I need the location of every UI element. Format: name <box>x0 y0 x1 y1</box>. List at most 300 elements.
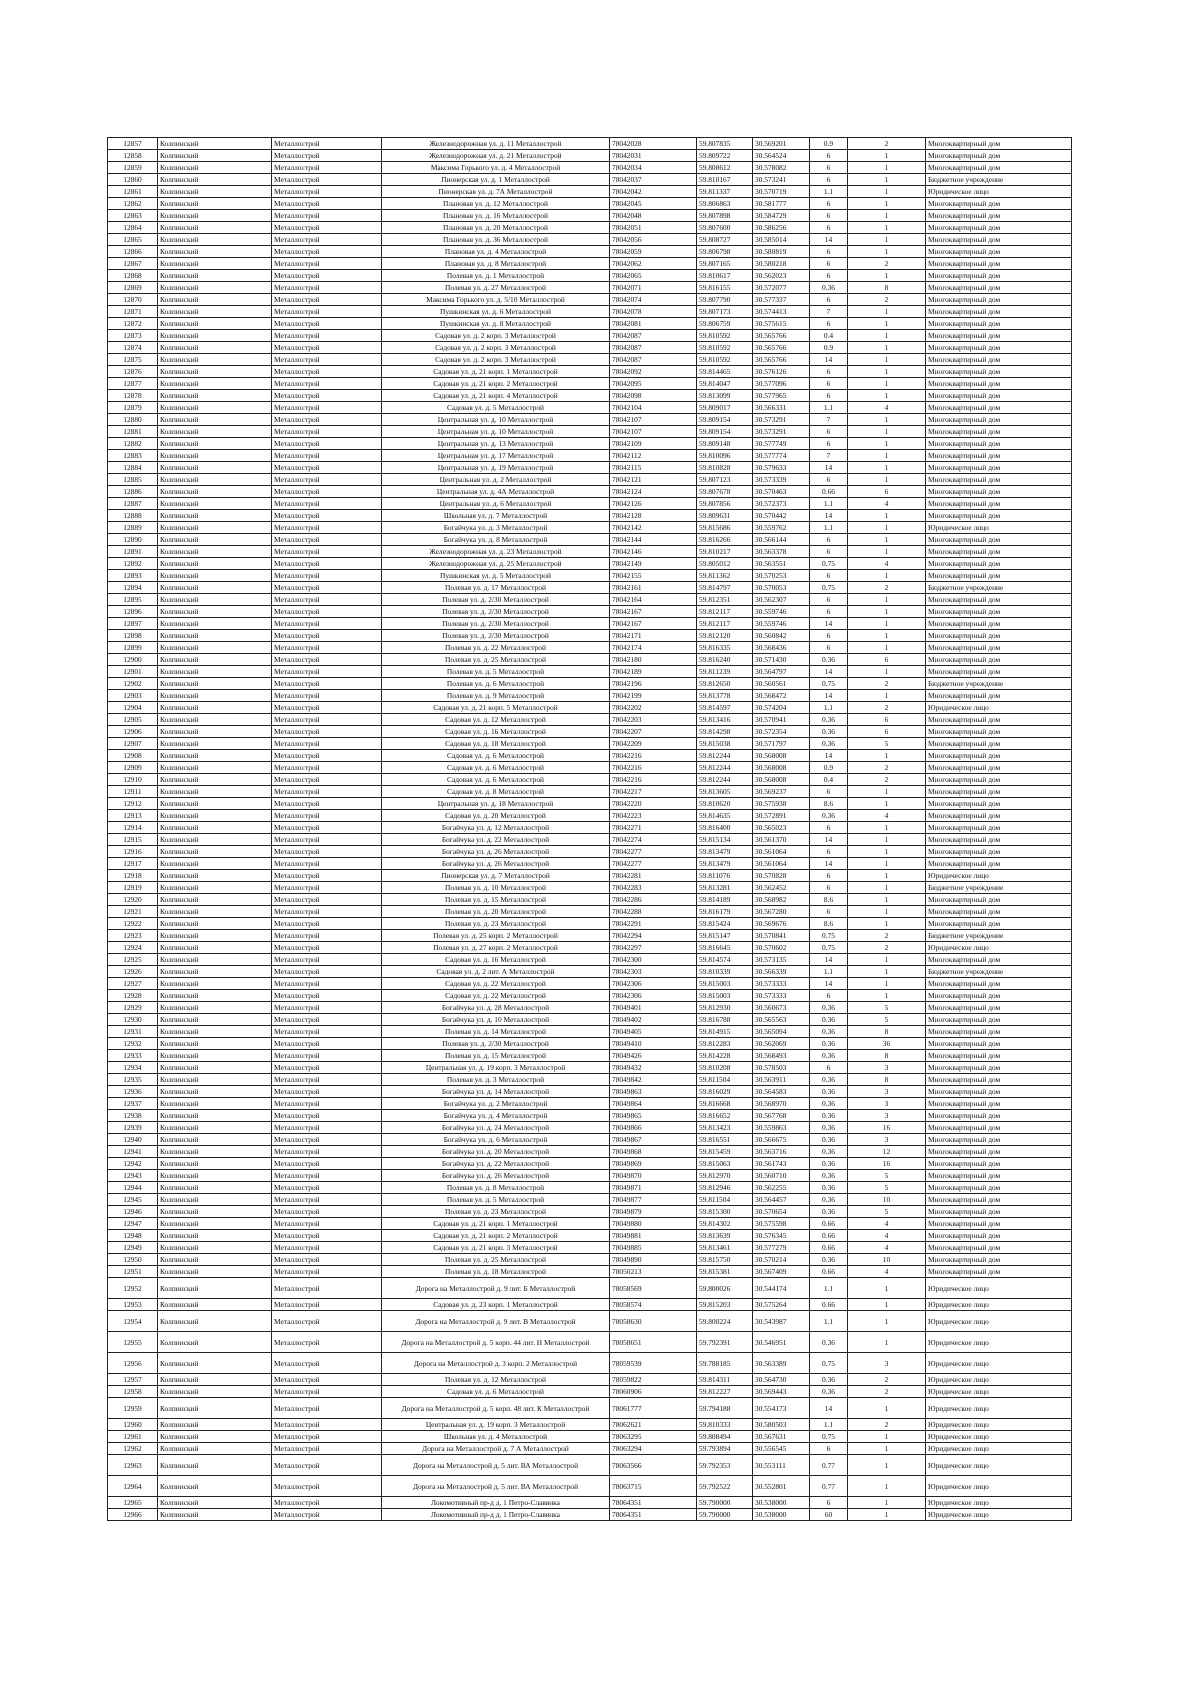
type-cell: Многоквартирный дом <box>926 714 1072 726</box>
row-number: 12866 <box>108 246 158 258</box>
longitude-cell: 30.572373 <box>753 498 810 510</box>
settlement-cell: Металлострой <box>272 210 382 222</box>
address-cell: Центральная ул. д. 2 Металлострой <box>382 474 610 486</box>
address-cell: Садовая ул. д. 21 корп. 4 Металлострой <box>382 390 610 402</box>
latitude-cell: 59.814915 <box>697 1026 753 1038</box>
area-cell: 14 <box>810 858 848 870</box>
code-cell: 78042277 <box>610 858 697 870</box>
type-cell: Юридическое лицо <box>926 1419 1072 1431</box>
longitude-cell: 30.562069 <box>753 1038 810 1050</box>
type-cell: Многоквартирный дом <box>926 402 1072 414</box>
area-cell: 0.75 <box>810 678 848 690</box>
code-cell: 78042291 <box>610 918 697 930</box>
area-cell: 1.1 <box>810 1419 848 1431</box>
settlement-cell: Металлострой <box>272 750 382 762</box>
settlement-cell: Металлострой <box>272 966 382 978</box>
address-cell: Полевая ул. д. 3 Металлострой <box>382 1074 610 1086</box>
code-cell: 78049867 <box>610 1134 697 1146</box>
row-number: 12958 <box>108 1386 158 1398</box>
row-number: 12913 <box>108 810 158 822</box>
code-cell: 78049401 <box>610 1002 697 1014</box>
district-cell: Колпинский <box>158 210 272 222</box>
table-row <box>108 498 1072 510</box>
address-cell: Плановая ул. д. 16 Металлострой <box>382 210 610 222</box>
table-row <box>108 690 1072 702</box>
district-cell: Колпинский <box>158 138 272 150</box>
area-cell: 0.4 <box>810 774 848 786</box>
settlement-cell: Металлострой <box>272 594 382 606</box>
district-cell: Колпинский <box>158 486 272 498</box>
code-cell: 78049885 <box>610 1242 697 1254</box>
latitude-cell: 59.792522 <box>697 1476 753 1497</box>
count-cell: 1 <box>848 1443 926 1455</box>
count-cell: 1 <box>848 462 926 474</box>
count-cell: 1 <box>848 918 926 930</box>
code-cell: 78058574 <box>610 1299 697 1311</box>
code-cell: 78049877 <box>610 1194 697 1206</box>
count-cell: 1 <box>848 510 926 522</box>
latitude-cell: 59.816668 <box>697 1098 753 1110</box>
type-cell: Многоквартирный дом <box>926 798 1072 810</box>
district-cell: Колпинский <box>158 162 272 174</box>
address-cell: Пушкинская ул. д. 5 Металлострой <box>382 570 610 582</box>
settlement-cell: Металлострой <box>272 1014 382 1026</box>
latitude-cell: 59.811362 <box>697 570 753 582</box>
latitude-cell: 59.812650 <box>697 678 753 690</box>
row-number: 12943 <box>108 1170 158 1182</box>
settlement-cell: Металлострой <box>272 786 382 798</box>
table-row <box>108 1398 1072 1419</box>
type-cell: Многоквартирный дом <box>926 1050 1072 1062</box>
address-cell: Полевая ул. д. 25 Металлострой <box>382 1254 610 1266</box>
address-cell: Железнодорожная ул. д. 11 Металлострой <box>382 138 610 150</box>
latitude-cell: 59.810592 <box>697 330 753 342</box>
settlement-cell: Металлострой <box>272 666 382 678</box>
table-row <box>108 990 1072 1002</box>
table-row <box>108 390 1072 402</box>
district-cell: Колпинский <box>158 270 272 282</box>
area-cell: 0.36 <box>810 726 848 738</box>
table-row <box>108 1455 1072 1476</box>
settlement-cell: Металлострой <box>272 654 382 666</box>
count-cell: 4 <box>848 1266 926 1278</box>
latitude-cell: 59.814574 <box>697 954 753 966</box>
table-row <box>108 918 1072 930</box>
table-row <box>108 174 1072 186</box>
settlement-cell: Металлострой <box>272 1497 382 1509</box>
address-cell: Садовая ул. д. 23 корп. 1 Металлострой <box>382 1299 610 1311</box>
type-cell: Многоквартирный дом <box>926 762 1072 774</box>
longitude-cell: 30.577774 <box>753 450 810 462</box>
settlement-cell: Металлострой <box>272 534 382 546</box>
area-cell: 0.36 <box>810 1194 848 1206</box>
longitude-cell: 30.569676 <box>753 918 810 930</box>
type-cell: Юридическое лицо <box>926 186 1072 198</box>
count-cell: 4 <box>848 810 926 822</box>
address-cell: Богайчука ул. д. 26 Металлострой <box>382 846 610 858</box>
count-cell: 1 <box>848 978 926 990</box>
longitude-cell: 30.562255 <box>753 1182 810 1194</box>
address-cell: Полевая ул. д. 20 Металлострой <box>382 906 610 918</box>
settlement-cell: Металлострой <box>272 1242 382 1254</box>
table-row <box>108 450 1072 462</box>
table-row <box>108 342 1072 354</box>
code-cell: 78042306 <box>610 990 697 1002</box>
settlement-cell: Металлострой <box>272 1062 382 1074</box>
row-number: 12875 <box>108 354 158 366</box>
code-cell: 78049426 <box>610 1050 697 1062</box>
area-cell: 14 <box>810 1398 848 1419</box>
type-cell: Многоквартирный дом <box>926 426 1072 438</box>
count-cell: 4 <box>848 498 926 510</box>
code-cell: 78058651 <box>610 1332 697 1353</box>
address-cell: Полевая ул. д. 5 Металлострой <box>382 1194 610 1206</box>
type-cell: Многоквартирный дом <box>926 222 1072 234</box>
code-cell: 78049842 <box>610 1074 697 1086</box>
longitude-cell: 30.570442 <box>753 510 810 522</box>
type-cell: Юридическое лицо <box>926 1431 1072 1443</box>
address-cell: Садовая ул. д. 22 Металлострой <box>382 978 610 990</box>
settlement-cell: Металлострой <box>272 498 382 510</box>
count-cell: 1 <box>848 438 926 450</box>
latitude-cell: 59.809148 <box>697 438 753 450</box>
type-cell: Многоквартирный дом <box>926 450 1072 462</box>
table-row <box>108 222 1072 234</box>
table-row <box>108 834 1072 846</box>
longitude-cell: 30.573333 <box>753 990 810 1002</box>
latitude-cell: 59.816179 <box>697 906 753 918</box>
longitude-cell: 30.586256 <box>753 222 810 234</box>
row-number: 12861 <box>108 186 158 198</box>
count-cell: 1 <box>848 246 926 258</box>
row-number: 12918 <box>108 870 158 882</box>
count-cell: 2 <box>848 1386 926 1398</box>
settlement-cell: Металлострой <box>272 330 382 342</box>
code-cell: 78042142 <box>610 522 697 534</box>
longitude-cell: 30.556545 <box>753 1443 810 1455</box>
latitude-cell: 59.792391 <box>697 1332 753 1353</box>
longitude-cell: 30.568008 <box>753 774 810 786</box>
latitude-cell: 59.815003 <box>697 978 753 990</box>
code-cell: 78049864 <box>610 1098 697 1110</box>
latitude-cell: 59.809631 <box>697 510 753 522</box>
area-cell: 6 <box>810 594 848 606</box>
table-row <box>108 870 1072 882</box>
address-cell: Богайчука ул. д. 6 Металлострой <box>382 1134 610 1146</box>
table-row <box>108 738 1072 750</box>
address-cell: Плановая ул. д. 20 Металлострой <box>382 222 610 234</box>
address-cell: Центральная ул. д. 18 Металлострой <box>382 798 610 810</box>
area-cell: 6 <box>810 1062 848 1074</box>
table-row <box>108 546 1072 558</box>
area-cell: 14 <box>810 978 848 990</box>
settlement-cell: Металлострой <box>272 234 382 246</box>
code-cell: 78042031 <box>610 150 697 162</box>
latitude-cell: 59.807165 <box>697 258 753 270</box>
data-table <box>107 137 1072 1521</box>
count-cell: 5 <box>848 1206 926 1218</box>
row-number: 12889 <box>108 522 158 534</box>
address-cell: Плановая ул. д. 12 Металлострой <box>382 198 610 210</box>
address-cell: Центральная ул. д. 19 Металлострой <box>382 462 610 474</box>
code-cell: 78042051 <box>610 222 697 234</box>
longitude-cell: 30.577965 <box>753 390 810 402</box>
address-cell: Полевая ул. д. 23 Металлострой <box>382 918 610 930</box>
longitude-cell: 30.578082 <box>753 162 810 174</box>
area-cell: 0.36 <box>810 1182 848 1194</box>
longitude-cell: 30.568982 <box>753 894 810 906</box>
area-cell: 0.36 <box>810 1014 848 1026</box>
district-cell: Колпинский <box>158 810 272 822</box>
district-cell: Колпинский <box>158 798 272 810</box>
longitude-cell: 30.565094 <box>753 1026 810 1038</box>
table-row <box>108 906 1072 918</box>
district-cell: Колпинский <box>158 306 272 318</box>
row-number: 12877 <box>108 378 158 390</box>
address-cell: Садовая ул. д. 6 Металлострой <box>382 762 610 774</box>
code-cell: 78042223 <box>610 810 697 822</box>
address-cell: Дорога на Металлострой д. 9 лит. В Металлострой <box>382 1311 610 1332</box>
settlement-cell: Металлострой <box>272 1266 382 1278</box>
settlement-cell: Металлострой <box>272 642 382 654</box>
type-cell: Многоквартирный дом <box>926 822 1072 834</box>
code-cell: 78042149 <box>610 558 697 570</box>
count-cell: 5 <box>848 738 926 750</box>
address-cell: Садовая ул. д. 5 Металлострой <box>382 402 610 414</box>
table-row <box>108 426 1072 438</box>
table-row <box>108 378 1072 390</box>
latitude-cell: 59.814311 <box>697 1374 753 1386</box>
table-row <box>108 630 1072 642</box>
type-cell: Многоквартирный дом <box>926 246 1072 258</box>
area-cell: 0.36 <box>810 1086 848 1098</box>
area-cell: 0.36 <box>810 654 848 666</box>
address-cell: Богайчука ул. д. 8 Металлострой <box>382 534 610 546</box>
area-cell: 0.77 <box>810 1455 848 1476</box>
table-row <box>108 330 1072 342</box>
area-cell: 0.36 <box>810 1146 848 1158</box>
code-cell: 78042294 <box>610 930 697 942</box>
code-cell: 78042146 <box>610 546 697 558</box>
settlement-cell: Металлострой <box>272 942 382 954</box>
longitude-cell: 30.562307 <box>753 594 810 606</box>
area-cell: 7 <box>810 414 848 426</box>
latitude-cell: 59.813639 <box>697 1230 753 1242</box>
longitude-cell: 30.573339 <box>753 474 810 486</box>
table-row <box>108 1098 1072 1110</box>
row-number: 12883 <box>108 450 158 462</box>
row-number: 12882 <box>108 438 158 450</box>
row-number: 12879 <box>108 402 158 414</box>
area-cell: 1.1 <box>810 186 848 198</box>
count-cell: 3 <box>848 1062 926 1074</box>
table-row <box>108 1497 1072 1509</box>
address-cell: Садовая ул. д. 21 корп. 3 Металлострой <box>382 1242 610 1254</box>
settlement-cell: Металлострой <box>272 174 382 186</box>
district-cell: Колпинский <box>158 606 272 618</box>
count-cell: 1 <box>848 306 926 318</box>
row-number: 12892 <box>108 558 158 570</box>
longitude-cell: 30.580218 <box>753 258 810 270</box>
latitude-cell: 59.813461 <box>697 1242 753 1254</box>
count-cell: 1 <box>848 1278 926 1299</box>
row-number: 12921 <box>108 906 158 918</box>
longitude-cell: 30.580503 <box>753 1419 810 1431</box>
settlement-cell: Металлострой <box>272 162 382 174</box>
row-number: 12930 <box>108 1014 158 1026</box>
district-cell: Колпинский <box>158 618 272 630</box>
code-cell: 78042171 <box>610 630 697 642</box>
settlement-cell: Металлострой <box>272 1122 382 1134</box>
type-cell: Многоквартирный дом <box>926 594 1072 606</box>
settlement-cell: Металлострой <box>272 918 382 930</box>
row-number: 12933 <box>108 1050 158 1062</box>
type-cell: Многоквартирный дом <box>926 906 1072 918</box>
count-cell: 8 <box>848 282 926 294</box>
district-cell: Колпинский <box>158 966 272 978</box>
district-cell: Колпинский <box>158 414 272 426</box>
code-cell: 78049866 <box>610 1122 697 1134</box>
address-cell: Полевая ул. д. 2/30 Металлострой <box>382 630 610 642</box>
count-cell: 1 <box>848 1509 926 1521</box>
address-cell: Дорога на Металлострой д. 3 корп. 2 Металлострой <box>382 1353 610 1374</box>
longitude-cell: 30.570253 <box>753 570 810 582</box>
latitude-cell: 59.815203 <box>697 1299 753 1311</box>
settlement-cell: Металлострой <box>272 1374 382 1386</box>
longitude-cell: 30.575264 <box>753 1299 810 1311</box>
row-number: 12891 <box>108 546 158 558</box>
latitude-cell: 59.813778 <box>697 690 753 702</box>
district-cell: Колпинский <box>158 1353 272 1374</box>
type-cell: Многоквартирный дом <box>926 138 1072 150</box>
longitude-cell: 30.560673 <box>753 1002 810 1014</box>
latitude-cell: 59.807856 <box>697 498 753 510</box>
latitude-cell: 59.815134 <box>697 834 753 846</box>
code-cell: 78049868 <box>610 1146 697 1158</box>
latitude-cell: 59.816155 <box>697 282 753 294</box>
count-cell: 2 <box>848 138 926 150</box>
table-row <box>108 354 1072 366</box>
area-cell: 0.36 <box>810 1158 848 1170</box>
area-cell: 14 <box>810 234 848 246</box>
type-cell: Многоквартирный дом <box>926 618 1072 630</box>
code-cell: 78063715 <box>610 1476 697 1497</box>
latitude-cell: 59.811504 <box>697 1074 753 1086</box>
address-cell: Центральная ул. д. 17 Металлострой <box>382 450 610 462</box>
address-cell: Садовая ул. д. 8 Металлострой <box>382 786 610 798</box>
area-cell: 6 <box>810 426 848 438</box>
table-row <box>108 810 1072 822</box>
table-row <box>108 1242 1072 1254</box>
count-cell: 1 <box>848 1332 926 1353</box>
row-number: 12870 <box>108 294 158 306</box>
address-cell: Полевая ул. д. 9 Металлострой <box>382 690 610 702</box>
settlement-cell: Металлострой <box>272 522 382 534</box>
district-cell: Колпинский <box>158 1431 272 1443</box>
type-cell: Юридическое лицо <box>926 1497 1072 1509</box>
area-cell: 0.75 <box>810 1431 848 1443</box>
table-row <box>108 1170 1072 1182</box>
row-number: 12952 <box>108 1278 158 1299</box>
area-cell: 0.9 <box>810 762 848 774</box>
table-row <box>108 438 1072 450</box>
code-cell: 78042144 <box>610 534 697 546</box>
code-cell: 78042167 <box>610 618 697 630</box>
type-cell: Бюджетное учреждение <box>926 678 1072 690</box>
district-cell: Колпинский <box>158 294 272 306</box>
area-cell: 0.36 <box>810 1050 848 1062</box>
longitude-cell: 30.553111 <box>753 1455 810 1476</box>
longitude-cell: 30.544174 <box>753 1278 810 1299</box>
table-row <box>108 642 1072 654</box>
type-cell: Многоквартирный дом <box>926 1134 1072 1146</box>
type-cell: Многоквартирный дом <box>926 1026 1072 1038</box>
type-cell: Многоквартирный дом <box>926 1170 1072 1182</box>
longitude-cell: 30.571430 <box>753 654 810 666</box>
district-cell: Колпинский <box>158 1194 272 1206</box>
area-cell: 7 <box>810 450 848 462</box>
latitude-cell: 59.807835 <box>697 138 753 150</box>
count-cell: 2 <box>848 582 926 594</box>
district-cell: Колпинский <box>158 222 272 234</box>
row-number: 12864 <box>108 222 158 234</box>
code-cell: 78042087 <box>610 342 697 354</box>
district-cell: Колпинский <box>158 1038 272 1050</box>
address-cell: Богайчука ул. д. 22 Металлострой <box>382 1158 610 1170</box>
area-cell: 0.75 <box>810 582 848 594</box>
row-number: 12928 <box>108 990 158 1002</box>
longitude-cell: 30.575938 <box>753 798 810 810</box>
area-cell: 6 <box>810 246 848 258</box>
settlement-cell: Металлострой <box>272 150 382 162</box>
type-cell: Многоквартирный дом <box>926 1098 1072 1110</box>
area-cell: 0.36 <box>810 282 848 294</box>
settlement-cell: Металлострой <box>272 1278 382 1299</box>
table-row <box>108 534 1072 546</box>
address-cell: Садовая ул. д. 21 корп. 2 Металлострой <box>382 378 610 390</box>
table-row <box>108 1266 1072 1278</box>
row-number: 12940 <box>108 1134 158 1146</box>
count-cell: 1 <box>848 1497 926 1509</box>
settlement-cell: Металлострой <box>272 726 382 738</box>
type-cell: Многоквартирный дом <box>926 210 1072 222</box>
table-row <box>108 654 1072 666</box>
latitude-cell: 59.815459 <box>697 1146 753 1158</box>
row-number: 12899 <box>108 642 158 654</box>
longitude-cell: 30.573333 <box>753 978 810 990</box>
row-number: 12869 <box>108 282 158 294</box>
district-cell: Колпинский <box>158 1086 272 1098</box>
count-cell: 1 <box>848 1476 926 1497</box>
district-cell: Колпинский <box>158 450 272 462</box>
row-number: 12916 <box>108 846 158 858</box>
table-row <box>108 1386 1072 1398</box>
row-number: 12873 <box>108 330 158 342</box>
count-cell: 2 <box>848 702 926 714</box>
row-number: 12937 <box>108 1098 158 1110</box>
type-cell: Юридическое лицо <box>926 1278 1072 1299</box>
type-cell: Многоквартирный дом <box>926 234 1072 246</box>
code-cell: 78042220 <box>610 798 697 810</box>
type-cell: Многоквартирный дом <box>926 282 1072 294</box>
count-cell: 4 <box>848 1242 926 1254</box>
row-number: 12898 <box>108 630 158 642</box>
area-cell: 1.1 <box>810 966 848 978</box>
address-cell: Полевая ул. д. 14 Металлострой <box>382 1026 610 1038</box>
longitude-cell: 30.574413 <box>753 306 810 318</box>
latitude-cell: 59.806798 <box>697 246 753 258</box>
count-cell: 1 <box>848 186 926 198</box>
